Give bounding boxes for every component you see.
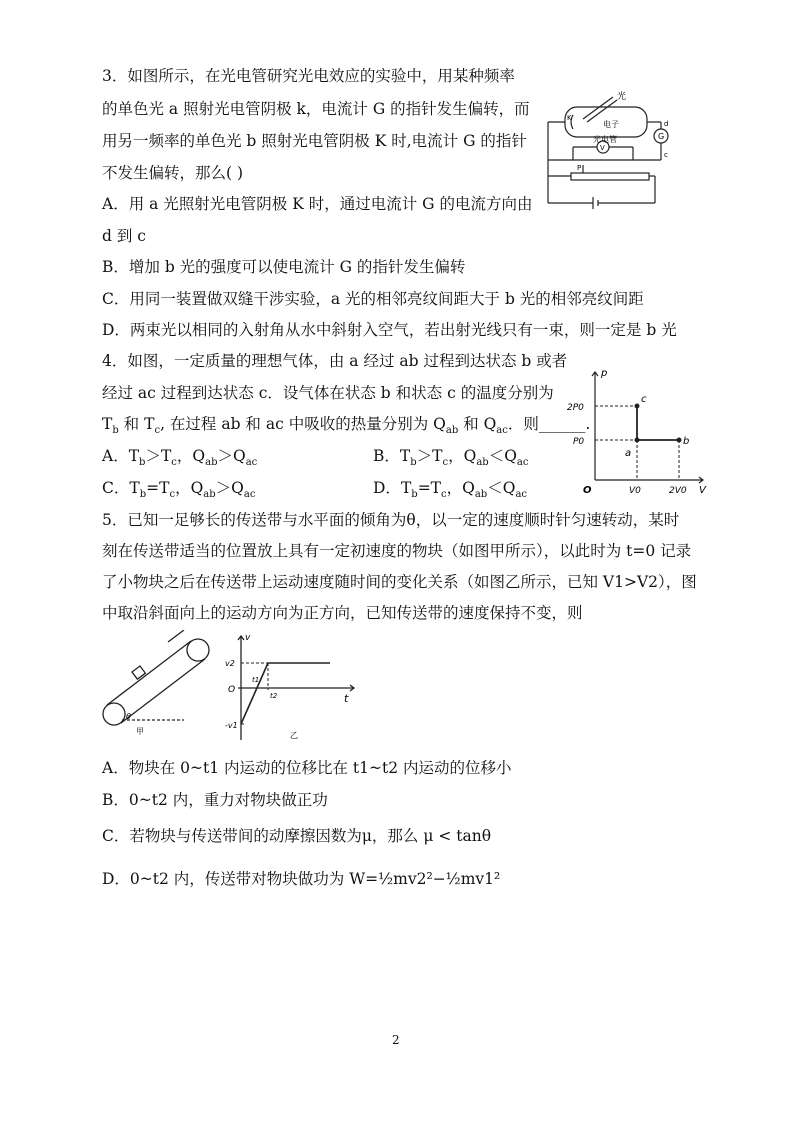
pv-diagram-figure: [563, 362, 713, 502]
terminal-d-label: d: [664, 120, 669, 128]
q5-line-1: 5．已知一足够长的传送带与水平面的倾角为θ，以一定的速度顺时针匀速转动，某时: [102, 511, 680, 529]
q4-line-2: 经过 ac 过程到达状态 c．设气体在状态 b 和状态 c 的温度分别为: [102, 384, 554, 402]
q5-line-3: 了小物块之后在传送带上运动速度随时间的变化关系（如图乙所示，已知 V1>V2），图: [102, 573, 697, 591]
q5-line-4: 中取沿斜面向上的运动方向为正方向，已知传送带的速度保持不变，则: [102, 604, 583, 622]
tube-label: 光电管: [593, 135, 617, 144]
q3-line-2: 的单色光 a 照射光电管阴极 k，电流计 G 的指针发生偏转，而: [102, 100, 530, 118]
q3-option-d: D．两束光以相同的入射角从水中斜射入空气，若出射光线只有一束，则一定是 b 光: [102, 321, 677, 339]
q5-option-c: C．若物块与传送带间的动摩擦因数为μ，那么 μ < tanθ: [102, 827, 492, 845]
v2-tick-label: v2: [225, 659, 235, 668]
galvanometer-label: G: [658, 132, 665, 141]
q3-option-a-cont: d 到 c: [102, 227, 146, 245]
page-number: 2: [392, 1033, 400, 1047]
q4-line-1: 4．如图，一定质量的理想气体，由 a 经过 ab 过程到达状态 b 或者: [102, 352, 568, 370]
q4-option-c: C．$T_b=T_c$，$Q_{ab}>Q_{ac}$: [102, 479, 256, 501]
velocity-axis-label: v: [245, 633, 251, 643]
photocell-circuit-figure: [543, 85, 671, 213]
q3-line-4: 不发生偏转，那么( ): [102, 164, 244, 182]
volume-axis-label: V: [699, 485, 706, 496]
q4-option-d: D．$T_b=T_c$，$Q_{ab}<Q_{ac}$: [373, 479, 527, 501]
q3-line-3: 用另一频率的单色光 b 照射光电管阴极 K 时,电流计 G 的指针: [102, 132, 527, 150]
v1-tick-label: -v1: [225, 721, 238, 730]
pressure-axis-label: p: [601, 368, 608, 379]
t2-tick-label: t2: [270, 692, 278, 700]
origin-label: O: [583, 485, 592, 496]
figure-jia-label: 甲: [136, 727, 144, 736]
slider-label: P: [577, 164, 582, 172]
origin-label: O: [228, 685, 236, 695]
state-a-label: a: [625, 448, 632, 459]
state-c-label: c: [641, 394, 647, 405]
q5-option-a: A．物块在 0~t1 内运动的位移比在 t1~t2 内运动的位移小: [102, 759, 512, 777]
q4-line-3: $T_b$ 和 $T_c$, 在过程 ab 和 ac 中吸收的热量分别为 $Q_{ab}$ 和 $Q_{ac}$．则______.: [102, 415, 591, 437]
light-label: 光: [617, 92, 627, 102]
p0-label: P0: [573, 437, 585, 447]
theta-label: θ: [126, 712, 131, 721]
voltmeter-label: V: [600, 144, 605, 152]
q3-option-b: B．增加 b 光的强度可以使电流计 G 的指针发生偏转: [102, 258, 466, 276]
q4-option-b: B．$T_b>T_c$，$Q_{ab}<Q_{ac}$: [373, 447, 529, 469]
q5-line-2: 刻在传送带适当的位置放上具有一定初速度的物块（如图甲所示），以此时为 t=0 记录: [102, 542, 692, 560]
two-v0-label: 2V0: [669, 486, 687, 496]
conveyor-figure: [98, 630, 364, 746]
two-p0-label: 2P0: [567, 403, 584, 413]
terminal-c-label: c: [664, 151, 668, 159]
q3-option-c: C．用同一装置做双缝干涉实验，a 光的相邻亮纹间距大于 b 光的相邻亮纹间距: [102, 290, 644, 308]
state-b-label: b: [683, 436, 690, 447]
v0-label: V0: [629, 486, 641, 496]
time-axis-label: t: [344, 692, 349, 705]
q3-option-a: A．用 a 光照射光电管阴极 K 时，通过电流计 G 的电流方向由: [102, 195, 533, 213]
q5-option-b: B．0~t2 内，重力对物块做正功: [102, 791, 328, 809]
cathode-label: K: [567, 114, 572, 122]
q3-line-1: 3．如图所示，在光电管研究光电效应的实验中，用某种频率: [102, 67, 515, 85]
t1-tick-label: t1: [252, 676, 260, 684]
q5-option-d: D．0~t2 内，传送带对物块做功为 W=½mv2²−½mv1²: [102, 870, 501, 888]
electron-label: 电子: [603, 120, 619, 129]
figure-yi-label: 乙: [290, 731, 298, 740]
q4-option-a: A．$T_b>T_c$，$Q_{ab}>Q_{ac}$: [102, 447, 258, 469]
